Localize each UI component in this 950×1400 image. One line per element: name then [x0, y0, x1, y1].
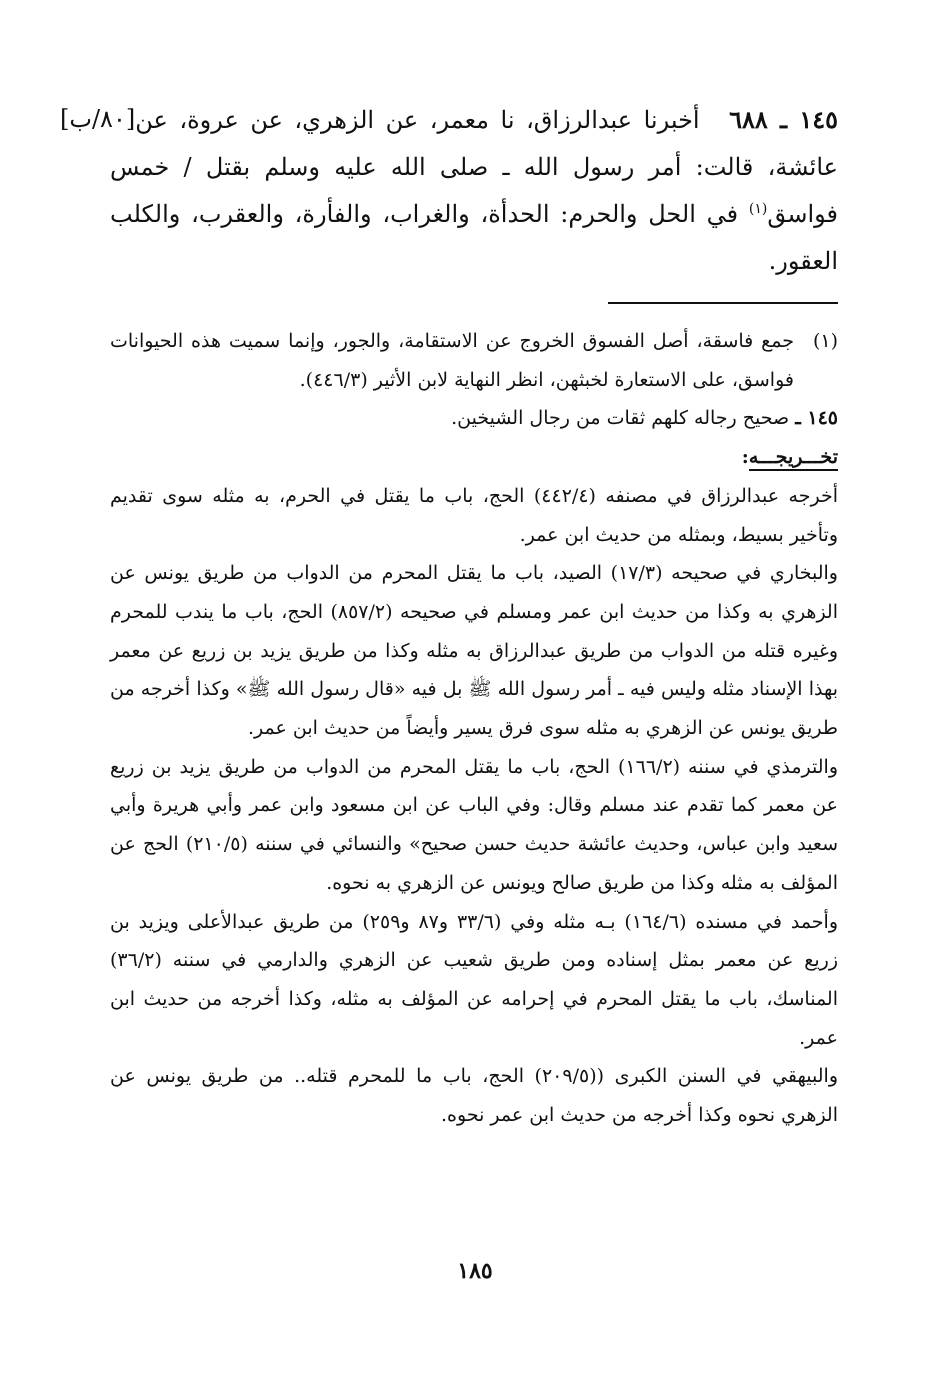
grading-number: ١٤٥ ـ [795, 407, 838, 430]
hadith-grading [110, 399, 838, 438]
hadith-number: ١٤٥ ـ ٦٨٨ [729, 105, 838, 134]
footnote-1 [110, 322, 838, 399]
hadith-text-block [60, 96, 838, 285]
grading-text: صحيح رجاله كلهم ثقات من رجال الشيخين. [451, 407, 796, 430]
takhrij-paragraph: والترمذي في سننه (١٦٦/٢) الحج، باب ما يقتل المحرم من الدواب من طريق يزيد بن زريع عن معمر كما تقدم عند مسلم وقال: وفي الباب عن ابن مسعود وابن عمر وأبي هريرة وأبي سعيد وابن عباس، وحديث عائشة حديث حسن صحيح» والنسائي في سننه (٢١٠/٥) الحج عن المؤلف به مثله وكذا من طريق صالح ويونس عن الزهري به نحوه. [110, 755, 839, 894]
footnote-separator [608, 302, 838, 304]
footnote-marker: (١) [812, 330, 838, 352]
takhrij-heading-word: تخـــريجـــه [749, 446, 838, 471]
takhrij-heading-line [110, 438, 838, 477]
takhrij-paragraph: والبخاري في صحيحه (١٧/٣) الصيد، باب ما يقتل المحرم من الدواب من طريق يونس عن الزهري به وكذا من حديث ابن عمر ومسلم في صحيحه (٨٥٧/٢) الحج، باب ما يندب للمحرم وغيره قتله من الدواب من طريق عبدالرزاق به مثله وكذا من طريق يزيد بن زريع عن معمر بهذا الإسناد مثله وليس فيه ـ أمر رسول الله ﷺ بل فيه «قال رسول الله ﷺ» وكذا أخرجه من طريق يونس عن الزهري به مثله سوى فرق يسير وأيضاً من حديث ابن عمر. [110, 562, 838, 740]
takhrij-paragraph: أخرجه عبدالرزاق في مصنفه (٤٤٢/٤) الحج، باب ما يقتل في الحرم، به مثله سوى تقديم وتأخير بسيط، وبمثله من حديث ابن عمر. [110, 484, 838, 546]
hadith-text-part-2: في الحل والحرم: الحدأة، والغراب، والفأرة، والعقرب، والكلب العقور. [110, 200, 838, 275]
footnote-text: جمع فاسقة، أصل الفسوق الخروج عن الاستقامة، والجور، وإنما سميت هذه الحيوانات فواسق، على الاستعارة لخبثهن، انظر النهاية لابن الأثير (٤٤٦/٣). [110, 330, 794, 391]
takhrij-paragraph: وأحمد في مسنده (١٦٤/٦) بـه مثله وفي (٣٣/٦ و٨٧ و٢٥٩) من طريق عبدالأعلى ويزيد بن زريع عن معمر بمثل إسناده ومن طريق شعيب عن الزهري والدارمي في سننه (٣٦/٢) المناسك، باب ما يقتل المحرم في إحرامه عن المؤلف به مثله، وكذا أخرجه من حديث ابن عمر. [110, 910, 839, 1049]
page-number: ١٨٥ [457, 1258, 493, 1284]
takhrij-heading-colon: : [741, 446, 749, 469]
folio-reference: [٨٠/ب] [60, 105, 136, 133]
takhrij-heading [742, 438, 838, 477]
takhrij-paragraph: والبيهقي في السنن الكبرى ((٢٠٩/٥) الحج، باب ما للمحرم قتله.. من طريق يونس عن الزهري نحوه وكذا أخرجه من حديث ابن عمر نحوه. [110, 1065, 838, 1127]
notes-block [110, 322, 838, 1135]
hadith-text-part-1: أخبرنا عبدالرزاق، نا معمر، عن الزهري، عن عروة، عن عائشة، قالت: أمر رسول الله ـ صلى الله عليه وسلم بقتل / خمس فواسق [110, 106, 838, 228]
hadith-footnote-marker: (١) [748, 201, 768, 217]
